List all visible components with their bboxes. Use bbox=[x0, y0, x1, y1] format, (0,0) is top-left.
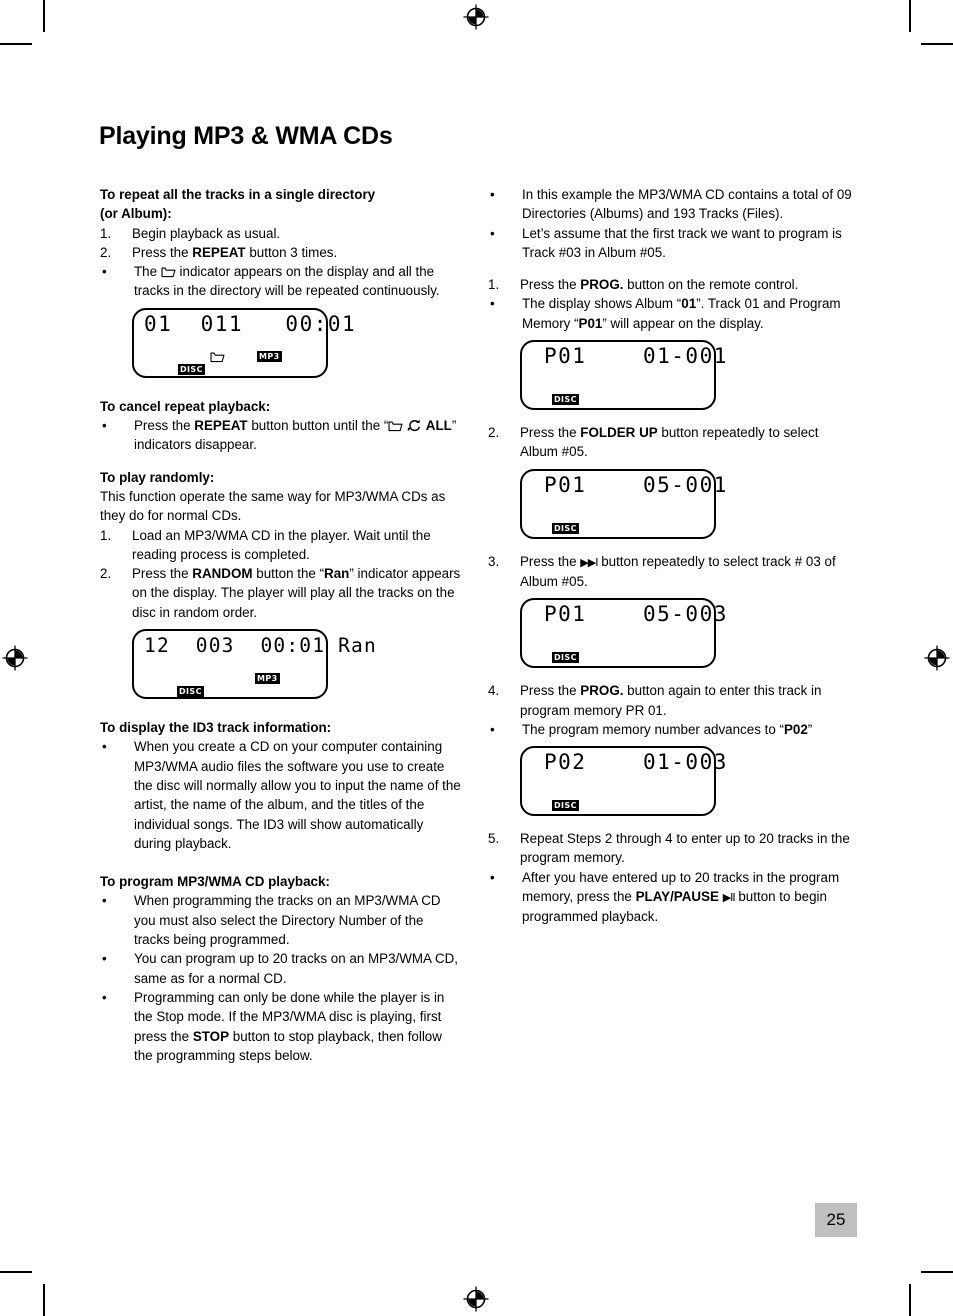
lcd-main-text: 12 003 00:01 Ran bbox=[144, 634, 377, 658]
list-item bbox=[488, 423, 852, 462]
list-item bbox=[488, 829, 852, 868]
text-fragment: button repeatedly to select Album #05. bbox=[520, 425, 819, 460]
text-fragment: Press the bbox=[520, 553, 581, 569]
text-fragment: indicator appears on the display and all the tracks in the directory will be repeated continuously. bbox=[134, 264, 440, 299]
button-name-play-pause: PLAY/PAUSE bbox=[635, 889, 719, 905]
text-fragment: button button until the “ bbox=[247, 418, 389, 434]
text-fragment: button on the remote control. bbox=[623, 277, 799, 293]
lcd-display-random bbox=[132, 629, 377, 699]
text-fragment: button to stop playback, then follow the programming steps below. bbox=[134, 1028, 442, 1063]
lcd-display-program-p02 bbox=[520, 746, 728, 816]
list-marker: 5. bbox=[488, 831, 500, 847]
list-marker: 2. bbox=[488, 425, 500, 441]
list-item-text bbox=[134, 262, 462, 301]
list-marker: 1. bbox=[100, 225, 112, 241]
list-item-text: When programming the tracks on an MP3/WMA CD you must also select the Directory Number of the tracks being programmed. bbox=[134, 893, 441, 948]
disc-badge: DISC bbox=[180, 364, 203, 374]
skip-forward-icon: ▶▶I bbox=[580, 555, 598, 569]
folder-icon bbox=[161, 266, 176, 278]
list-item bbox=[488, 868, 852, 927]
list-item-text bbox=[132, 564, 462, 622]
section-heading-repeat-directory bbox=[100, 185, 462, 224]
list-item bbox=[100, 526, 462, 565]
button-name-prog: PROG. bbox=[580, 277, 624, 293]
list-item-text: In this example the MP3/WMA CD contains a total of 09 Directories (Albums) and 193 Tracks (Files). bbox=[522, 187, 852, 222]
list-item-text bbox=[132, 243, 462, 262]
list-item bbox=[100, 243, 462, 262]
section-heading-id3: To display the ID3 track information: bbox=[100, 720, 332, 736]
disc-badge: DISC bbox=[554, 653, 577, 663]
list-marker: • bbox=[490, 296, 495, 312]
lcd-main-text: P01 01-001 bbox=[544, 344, 728, 369]
list-item-text bbox=[522, 294, 852, 333]
program-memory-value: P01 bbox=[578, 315, 603, 331]
section-heading-program-playback: To program MP3/WMA CD playback: bbox=[100, 874, 330, 890]
list-item bbox=[488, 294, 852, 333]
list-item-text bbox=[522, 868, 852, 927]
list-item bbox=[488, 224, 852, 263]
text-fragment: button to begin programmed playback. bbox=[522, 889, 827, 925]
lcd-main-text: P01 05-001 bbox=[544, 472, 728, 497]
disc-badge: DISC bbox=[554, 801, 577, 811]
list-item bbox=[488, 720, 852, 739]
list-item bbox=[100, 988, 462, 1065]
list-item-text bbox=[134, 416, 462, 455]
list-item bbox=[100, 949, 462, 988]
list-marker: • bbox=[102, 893, 107, 909]
folder-icon bbox=[388, 420, 403, 432]
button-name-random: RANDOM bbox=[192, 566, 253, 582]
list-marker: 2. bbox=[100, 566, 112, 582]
text-fragment: The bbox=[134, 264, 161, 280]
text-fragment: Press the bbox=[520, 683, 581, 699]
text-fragment: The program memory number advances to “ bbox=[522, 721, 784, 737]
mp3-badge: MP3 bbox=[259, 351, 280, 361]
lcd-display-program-album05 bbox=[520, 469, 728, 539]
text-fragment: ” indicator appears on the display. The player will play all the tracks on the disc in random order. bbox=[132, 566, 461, 620]
list-item bbox=[100, 891, 462, 949]
repeat-icon bbox=[407, 419, 422, 432]
indicator-name-all: ALL bbox=[425, 418, 452, 434]
text-fragment: button the “ bbox=[252, 566, 325, 582]
play-randomly-intro: This function operate the same way for MP3/WMA CDs as they do for normal CDs. bbox=[100, 488, 446, 524]
list-item-text: Begin playback as usual. bbox=[132, 225, 281, 241]
lcd-display-program-01 bbox=[520, 340, 728, 410]
list-item bbox=[488, 185, 852, 224]
indicator-name-ran: Ran bbox=[324, 566, 350, 582]
mp3-badge: MP3 bbox=[257, 674, 278, 684]
list-item bbox=[488, 681, 852, 720]
list-item bbox=[488, 275, 852, 294]
text-fragment: Press the bbox=[520, 425, 581, 441]
text-fragment: ” will appear on the display. bbox=[602, 315, 764, 331]
list-item-text bbox=[522, 720, 852, 739]
list-item-text: When you create a CD on your computer containing MP3/WMA audio files the software you use to create the disc will normally allow you to input the name of the artist, the name of the album, and the titles of the individual songs. The ID3 will show automatically during playback. bbox=[134, 739, 461, 851]
lcd-main-text: P01 05-003 bbox=[544, 602, 728, 627]
lcd-display-program-track03 bbox=[520, 598, 728, 668]
text-fragment: After you have entered up to 20 tracks in the program memory, press the bbox=[522, 869, 840, 905]
button-name-folder-up: FOLDER UP bbox=[580, 425, 658, 441]
disc-badge: DISC bbox=[554, 395, 577, 405]
section-heading-play-randomly: To play randomly: bbox=[100, 469, 215, 485]
text-fragment: Press the bbox=[134, 418, 195, 434]
text-fragment: ”. Track 01 and Program Memory “ bbox=[522, 296, 841, 331]
list-item-text: Repeat Steps 2 through 4 to enter up to 20 tracks in the program memory. bbox=[520, 831, 850, 866]
list-item-text bbox=[520, 681, 852, 720]
disc-badge: DISC bbox=[554, 523, 577, 533]
text-fragment: ” indicators disappear. bbox=[134, 418, 457, 453]
text-fragment: Press the bbox=[132, 244, 193, 260]
text-fragment: button 3 times. bbox=[245, 244, 338, 260]
page-number: 25 bbox=[815, 1203, 857, 1237]
list-item-text: You can program up to 20 tracks on an MP3/WMA CD, same as for a normal CD. bbox=[134, 951, 459, 986]
list-item-text bbox=[520, 552, 852, 592]
list-marker: • bbox=[102, 951, 107, 967]
list-marker: 1. bbox=[488, 277, 500, 293]
list-item-text bbox=[520, 423, 852, 462]
text-fragment: Programming can only be done while the player is in the Stop mode. If the MP3/WMA disc is playing, first press the bbox=[134, 989, 445, 1044]
page-title: Playing MP3 & WMA CDs bbox=[99, 122, 393, 150]
list-marker: 2. bbox=[100, 244, 112, 260]
list-item-text bbox=[520, 275, 852, 294]
button-name-repeat: REPEAT bbox=[194, 418, 248, 434]
lcd-main-text: P02 01-003 bbox=[544, 750, 728, 775]
right-column bbox=[488, 185, 852, 927]
list-item bbox=[100, 224, 462, 243]
button-name-stop: STOP bbox=[192, 1028, 230, 1044]
list-item-text: Load an MP3/WMA CD in the player. Wait until the reading process is completed. bbox=[132, 527, 431, 562]
lcd-display-repeat-directory bbox=[132, 308, 357, 378]
list-marker: • bbox=[490, 869, 495, 885]
list-marker: • bbox=[102, 418, 107, 434]
text-fragment: Press the bbox=[132, 566, 193, 582]
album-number-value: 01 bbox=[681, 296, 697, 312]
list-marker: • bbox=[102, 739, 107, 755]
list-marker: • bbox=[490, 225, 495, 241]
left-column bbox=[100, 185, 462, 1065]
text-fragment: ” bbox=[807, 721, 813, 737]
list-item bbox=[488, 552, 852, 592]
text-fragment: button again to enter this track in program memory PR 01. bbox=[520, 683, 822, 718]
text-fragment: button repeatedly to select track # 03 of Album #05. bbox=[520, 553, 836, 589]
list-item-text bbox=[134, 988, 462, 1065]
program-memory-value: P02 bbox=[783, 721, 808, 737]
repeat-directory-heading-line2: (or Album): bbox=[100, 206, 172, 222]
list-marker: 1. bbox=[100, 527, 112, 543]
list-marker: • bbox=[102, 264, 107, 280]
list-marker: 3. bbox=[488, 553, 500, 569]
list-item bbox=[100, 262, 462, 301]
text-fragment: Press the bbox=[520, 277, 581, 293]
lcd-main-text: 01 011 00:01 bbox=[144, 311, 357, 336]
section-heading-cancel-repeat: To cancel repeat playback: bbox=[100, 398, 271, 414]
list-marker: • bbox=[490, 721, 495, 737]
play-pause-icon: ▶II bbox=[722, 891, 735, 905]
list-marker: • bbox=[490, 187, 495, 202]
disc-badge: DISC bbox=[179, 687, 202, 697]
button-name-prog: PROG. bbox=[580, 683, 624, 699]
list-item-text: Let’s assume that the first track we want to program is Track #03 in Album #05. bbox=[522, 225, 842, 260]
text-fragment: The display shows Album “ bbox=[522, 296, 682, 312]
list-marker: 4. bbox=[488, 683, 500, 699]
list-marker: • bbox=[102, 989, 107, 1005]
repeat-directory-heading-line1: To repeat all the tracks in a single directory bbox=[100, 187, 376, 202]
button-name-repeat: REPEAT bbox=[192, 244, 246, 260]
list-item bbox=[100, 564, 462, 622]
list-item bbox=[100, 416, 462, 455]
list-item bbox=[100, 737, 462, 853]
folder-icon bbox=[210, 351, 225, 363]
